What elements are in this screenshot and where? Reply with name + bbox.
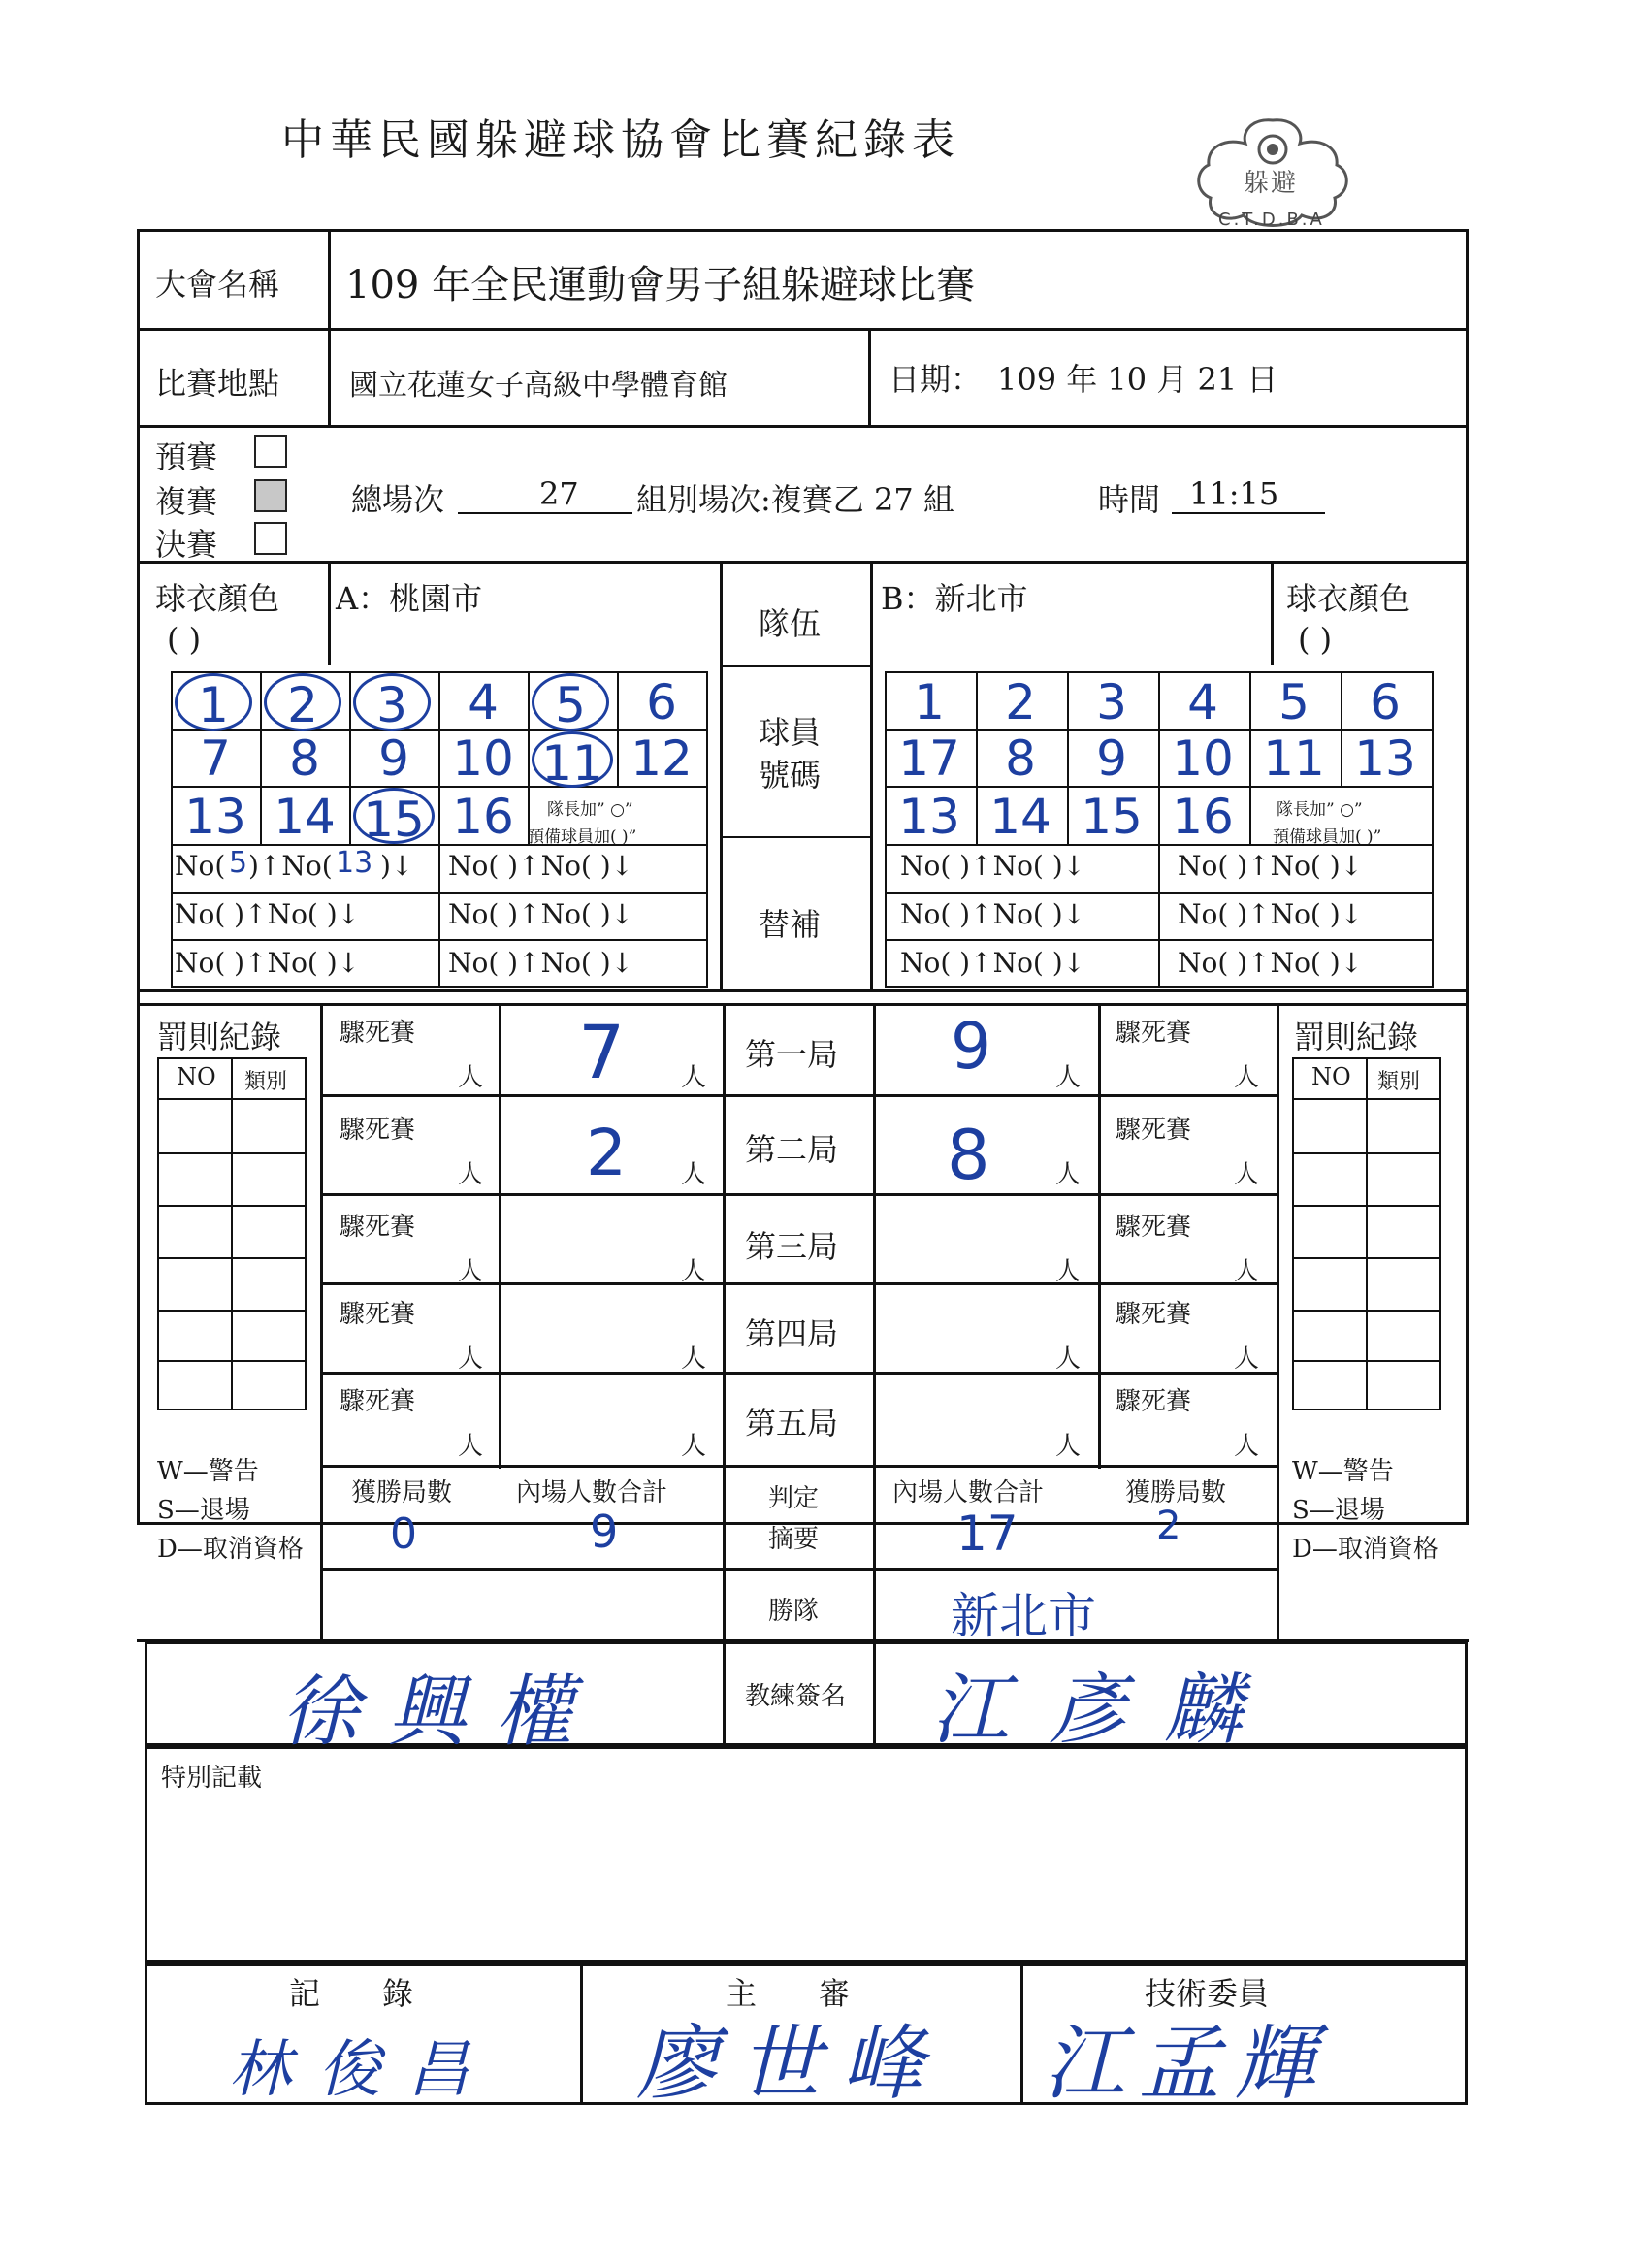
team-a-player-captain: 1 — [175, 673, 252, 731]
referee-label: 主 審 — [726, 1975, 851, 2012]
date-value: 109 年 10 月 21 日 — [997, 361, 1278, 398]
team-b-set-unit: 人 — [1055, 1257, 1082, 1286]
team-a-player: 9 — [378, 730, 409, 787]
team-a-sd-unit: 人 — [458, 1432, 484, 1461]
team-a-sub-slot: No( )↑No( )↓ — [448, 850, 634, 882]
team-b-sets-won: 2 — [1156, 1504, 1181, 1548]
logo-caption: C.T.D.B.A — [1218, 210, 1325, 230]
team-b-penalty-col-no: NO — [1311, 1063, 1351, 1090]
team-b-inner-total-label: 內場人數合計 — [892, 1478, 1045, 1507]
team-b-sd-unit: 人 — [1234, 1257, 1260, 1286]
team-a-player: 10 — [452, 730, 514, 787]
recorder-label: 記 錄 — [289, 1975, 414, 2012]
team-a-sudden-death-label: 驟死賽 — [340, 1213, 416, 1242]
total-match-value: 27 — [539, 475, 579, 512]
team-b-legend-s: S—退場 — [1292, 1496, 1385, 1525]
team-a-sub-slot: No( )↑No( )↓ — [175, 947, 361, 979]
team-b-sd-unit: 人 — [1234, 1063, 1260, 1092]
team-b-sudden-death-label: 驟死賽 — [1116, 1019, 1192, 1048]
team-b-sudden-death-label: 驟死賽 — [1116, 1300, 1192, 1329]
team-b-player: 4 — [1187, 674, 1218, 730]
team-b-set-unit: 人 — [1055, 1432, 1082, 1461]
team-a-player: 16 — [452, 789, 514, 845]
team-b-set-unit: 人 — [1055, 1160, 1082, 1189]
team-a-sd-unit: 人 — [458, 1160, 484, 1189]
event-label: 大會名稱 — [155, 266, 280, 303]
team-a-roster-note-2: 預備球員加( )” — [528, 827, 637, 847]
team-a-legend-d: D—取消資格 — [157, 1535, 304, 1564]
team-b-jersey-label: 球衣顏色 — [1286, 580, 1411, 617]
set-4-label: 第四局 — [745, 1315, 839, 1352]
team-a-sub-1a-mid: )↑No( — [248, 850, 333, 882]
team-a-name: A：桃園市 — [336, 580, 483, 617]
referee-signature: 廖世峰 — [636, 2016, 946, 2111]
stage-final-label: 決賽 — [155, 526, 218, 563]
team-a-set-unit: 人 — [681, 1063, 707, 1092]
team-b-player: 14 — [989, 789, 1051, 845]
total-match-label: 總場次 — [351, 481, 445, 518]
team-a-player: 5 — [532, 673, 609, 731]
team-a-player: 11 — [532, 731, 613, 788]
team-b-player-bracketed: 13 — [898, 789, 960, 845]
team-b-player: 2 — [1005, 674, 1036, 730]
team-b-sub-slot: No( )↑No( )↓ — [1178, 850, 1364, 882]
team-b-player-bracketed: 13 — [1354, 730, 1416, 787]
team-label: 隊伍 — [759, 605, 822, 642]
team-a-sets-won-label: 獲勝局數 — [351, 1478, 453, 1507]
winner-value: 新北市 — [951, 1588, 1096, 1644]
team-a-inner-total: 9 — [590, 1506, 619, 1558]
team-b-sd-unit: 人 — [1234, 1432, 1260, 1461]
set-5-label: 第五局 — [745, 1405, 839, 1442]
tech-committee-signature: 江孟輝 — [1044, 2016, 1330, 2111]
team-a-penalty-col-no: NO — [177, 1063, 216, 1090]
team-a-sub-slot: No( )↑No( )↓ — [175, 898, 361, 930]
team-b-player: 1 — [914, 674, 945, 730]
stage-prelim-label: 預賽 — [155, 438, 218, 475]
team-b-legend-d: D—取消資格 — [1292, 1535, 1439, 1564]
team-a-legend-w: W—警告 — [157, 1457, 259, 1486]
team-a-set-unit: 人 — [681, 1345, 707, 1374]
team-b-sub-slot: No( )↑No( )↓ — [900, 850, 1086, 882]
venue-name: 國立花蓮女子高級中學體育館 — [349, 369, 728, 403]
subs-label: 替補 — [759, 906, 822, 943]
stage-repechage-checkbox[interactable] — [254, 479, 287, 512]
team-a-sub-in: 5 — [229, 846, 248, 880]
team-b-roster-note-1: 隊長加” ○” — [1277, 800, 1363, 820]
team-b-player-bracketed: 3 — [1096, 674, 1127, 730]
team-b-sudden-death-label: 驟死賽 — [1116, 1387, 1192, 1416]
team-b-player: 15 — [1081, 789, 1143, 845]
team-a-sets-won: 0 — [390, 1509, 417, 1559]
team-b-roster-note-2: 預備球員加( )” — [1273, 827, 1382, 847]
logo-mark: 躲避 — [1244, 169, 1299, 198]
set-1-label: 第一局 — [745, 1036, 839, 1073]
time-label: 時間 — [1098, 481, 1161, 518]
players-label-1: 球員 — [759, 714, 822, 751]
team-a-penalty-col-type: 類別 — [244, 1070, 288, 1094]
winner-label: 勝隊 — [768, 1597, 820, 1626]
team-b-sd-unit: 人 — [1234, 1345, 1260, 1374]
set-3-label: 第三局 — [745, 1228, 839, 1265]
team-a-sudden-death-label: 驟死賽 — [340, 1116, 416, 1145]
team-b-penalty-col-type: 類別 — [1377, 1070, 1421, 1094]
team-b-sudden-death-label: 驟死賽 — [1116, 1116, 1192, 1145]
stage-repechage-label: 複賽 — [155, 483, 218, 520]
team-a-player: 8 — [289, 730, 320, 787]
team-a-penalty-label: 罰則紀錄 — [157, 1019, 282, 1055]
team-a-sub-slot: No( )↑No( )↓ — [448, 947, 634, 979]
set-2-label: 第二局 — [745, 1131, 839, 1168]
team-a-sd-unit: 人 — [458, 1345, 484, 1374]
team-b-jersey-value: ( ) — [1298, 621, 1333, 658]
team-b-sd-unit: 人 — [1234, 1160, 1260, 1189]
team-a-sd-unit: 人 — [458, 1063, 484, 1092]
team-a-legend-s: S—退場 — [157, 1496, 250, 1525]
group-match-label: 組別場次:複賽乙 27 組 — [636, 481, 954, 518]
team-a-coach-signature: 徐興權 — [281, 1667, 601, 1757]
time-value: 11:15 — [1189, 475, 1279, 512]
team-b-player-bracketed: 17 — [898, 730, 960, 787]
team-a-set-unit: 人 — [681, 1160, 707, 1189]
team-b-player-bracketed: 16 — [1172, 789, 1234, 845]
team-a-roster-note-1: 隊長加” ○” — [547, 800, 633, 820]
event-name: 109 年全民運動會男子組躲避球比賽 — [345, 263, 976, 308]
team-a-player: 14 — [274, 789, 336, 845]
team-a-player: 6 — [646, 674, 677, 730]
tech-committee-label: 技術委員 — [1145, 1975, 1270, 2012]
team-a-player: 12 — [630, 730, 693, 787]
team-a-sd-unit: 人 — [458, 1257, 484, 1286]
team-a-player: 3 — [353, 673, 431, 731]
team-b-sets-won-label: 獲勝局數 — [1125, 1478, 1227, 1507]
team-a-sub-out: 13 — [336, 846, 373, 880]
team-a-set-unit: 人 — [681, 1257, 707, 1286]
team-b-player: 11 — [1263, 730, 1325, 787]
association-logo — [1185, 114, 1360, 231]
venue-label: 比賽地點 — [155, 365, 280, 402]
team-b-penalty-label: 罰則紀錄 — [1294, 1019, 1419, 1055]
team-b-player: 8 — [1005, 730, 1036, 787]
team-a-player: 2 — [264, 673, 341, 731]
team-b-sub-slot: No( )↑No( )↓ — [1178, 898, 1364, 930]
remarks-label: 特別記載 — [161, 1764, 263, 1793]
team-b-player: 5 — [1278, 674, 1310, 730]
team-b-legend-w: W—警告 — [1292, 1457, 1394, 1486]
team-a-player: 15 — [353, 788, 435, 844]
team-b-set-unit: 人 — [1055, 1345, 1082, 1374]
result-label-2: 摘要 — [768, 1525, 820, 1554]
team-b-player: 9 — [1096, 730, 1127, 787]
coach-label: 教練簽名 — [745, 1682, 847, 1711]
team-b-set-1-score: 9 — [951, 1009, 991, 1084]
team-a-inner-total-label: 內場人數合計 — [516, 1478, 668, 1507]
team-b-sub-slot: No( )↑No( )↓ — [1178, 947, 1364, 979]
team-b-set-unit: 人 — [1055, 1063, 1082, 1092]
team-b-player: 6 — [1370, 674, 1401, 730]
team-b-inner-total: 17 — [956, 1506, 1018, 1562]
team-a-jersey-value: ( ) — [167, 621, 202, 658]
document-title: 中華民國躲避球協會比賽紀錄表 — [281, 115, 960, 165]
team-a-sub-1a-label: No( — [175, 850, 226, 882]
team-b-set-2-score: 8 — [947, 1116, 990, 1195]
stage-prelim-checkbox[interactable] — [254, 435, 287, 468]
team-a-jersey-label: 球衣顏色 — [155, 580, 280, 617]
team-a-set-1-score: 7 — [578, 1009, 626, 1095]
team-b-sub-slot: No( )↑No( )↓ — [900, 947, 1086, 979]
team-b-sudden-death-label: 驟死賽 — [1116, 1213, 1192, 1242]
team-a-player: 4 — [468, 674, 499, 730]
team-a-sudden-death-label: 驟死賽 — [340, 1387, 416, 1416]
team-b-player-bracketed: 10 — [1172, 730, 1234, 787]
team-b-sub-slot: No( )↑No( )↓ — [900, 898, 1086, 930]
team-a-sub-1a-end: )↓ — [380, 850, 414, 882]
recorder-signature: 林俊昌 — [229, 2034, 497, 2106]
stage-final-checkbox[interactable] — [254, 522, 287, 555]
team-a-sudden-death-label: 驟死賽 — [340, 1019, 416, 1048]
team-a-set-unit: 人 — [681, 1432, 707, 1461]
team-a-sub-slot: No( )↑No( )↓ — [448, 898, 634, 930]
team-a-sudden-death-label: 驟死賽 — [340, 1300, 416, 1329]
team-a-player: 7 — [200, 730, 231, 787]
team-a-player: 13 — [184, 789, 246, 845]
team-b-name: B：新北市 — [881, 580, 1028, 617]
date-label: 日期： — [889, 361, 983, 398]
team-b-coach-signature: 江彥麟 — [931, 1665, 1280, 1755]
team-a-set-2-score: 2 — [586, 1116, 627, 1190]
players-label-2: 號碼 — [759, 757, 822, 794]
result-label-1: 判定 — [768, 1484, 820, 1513]
